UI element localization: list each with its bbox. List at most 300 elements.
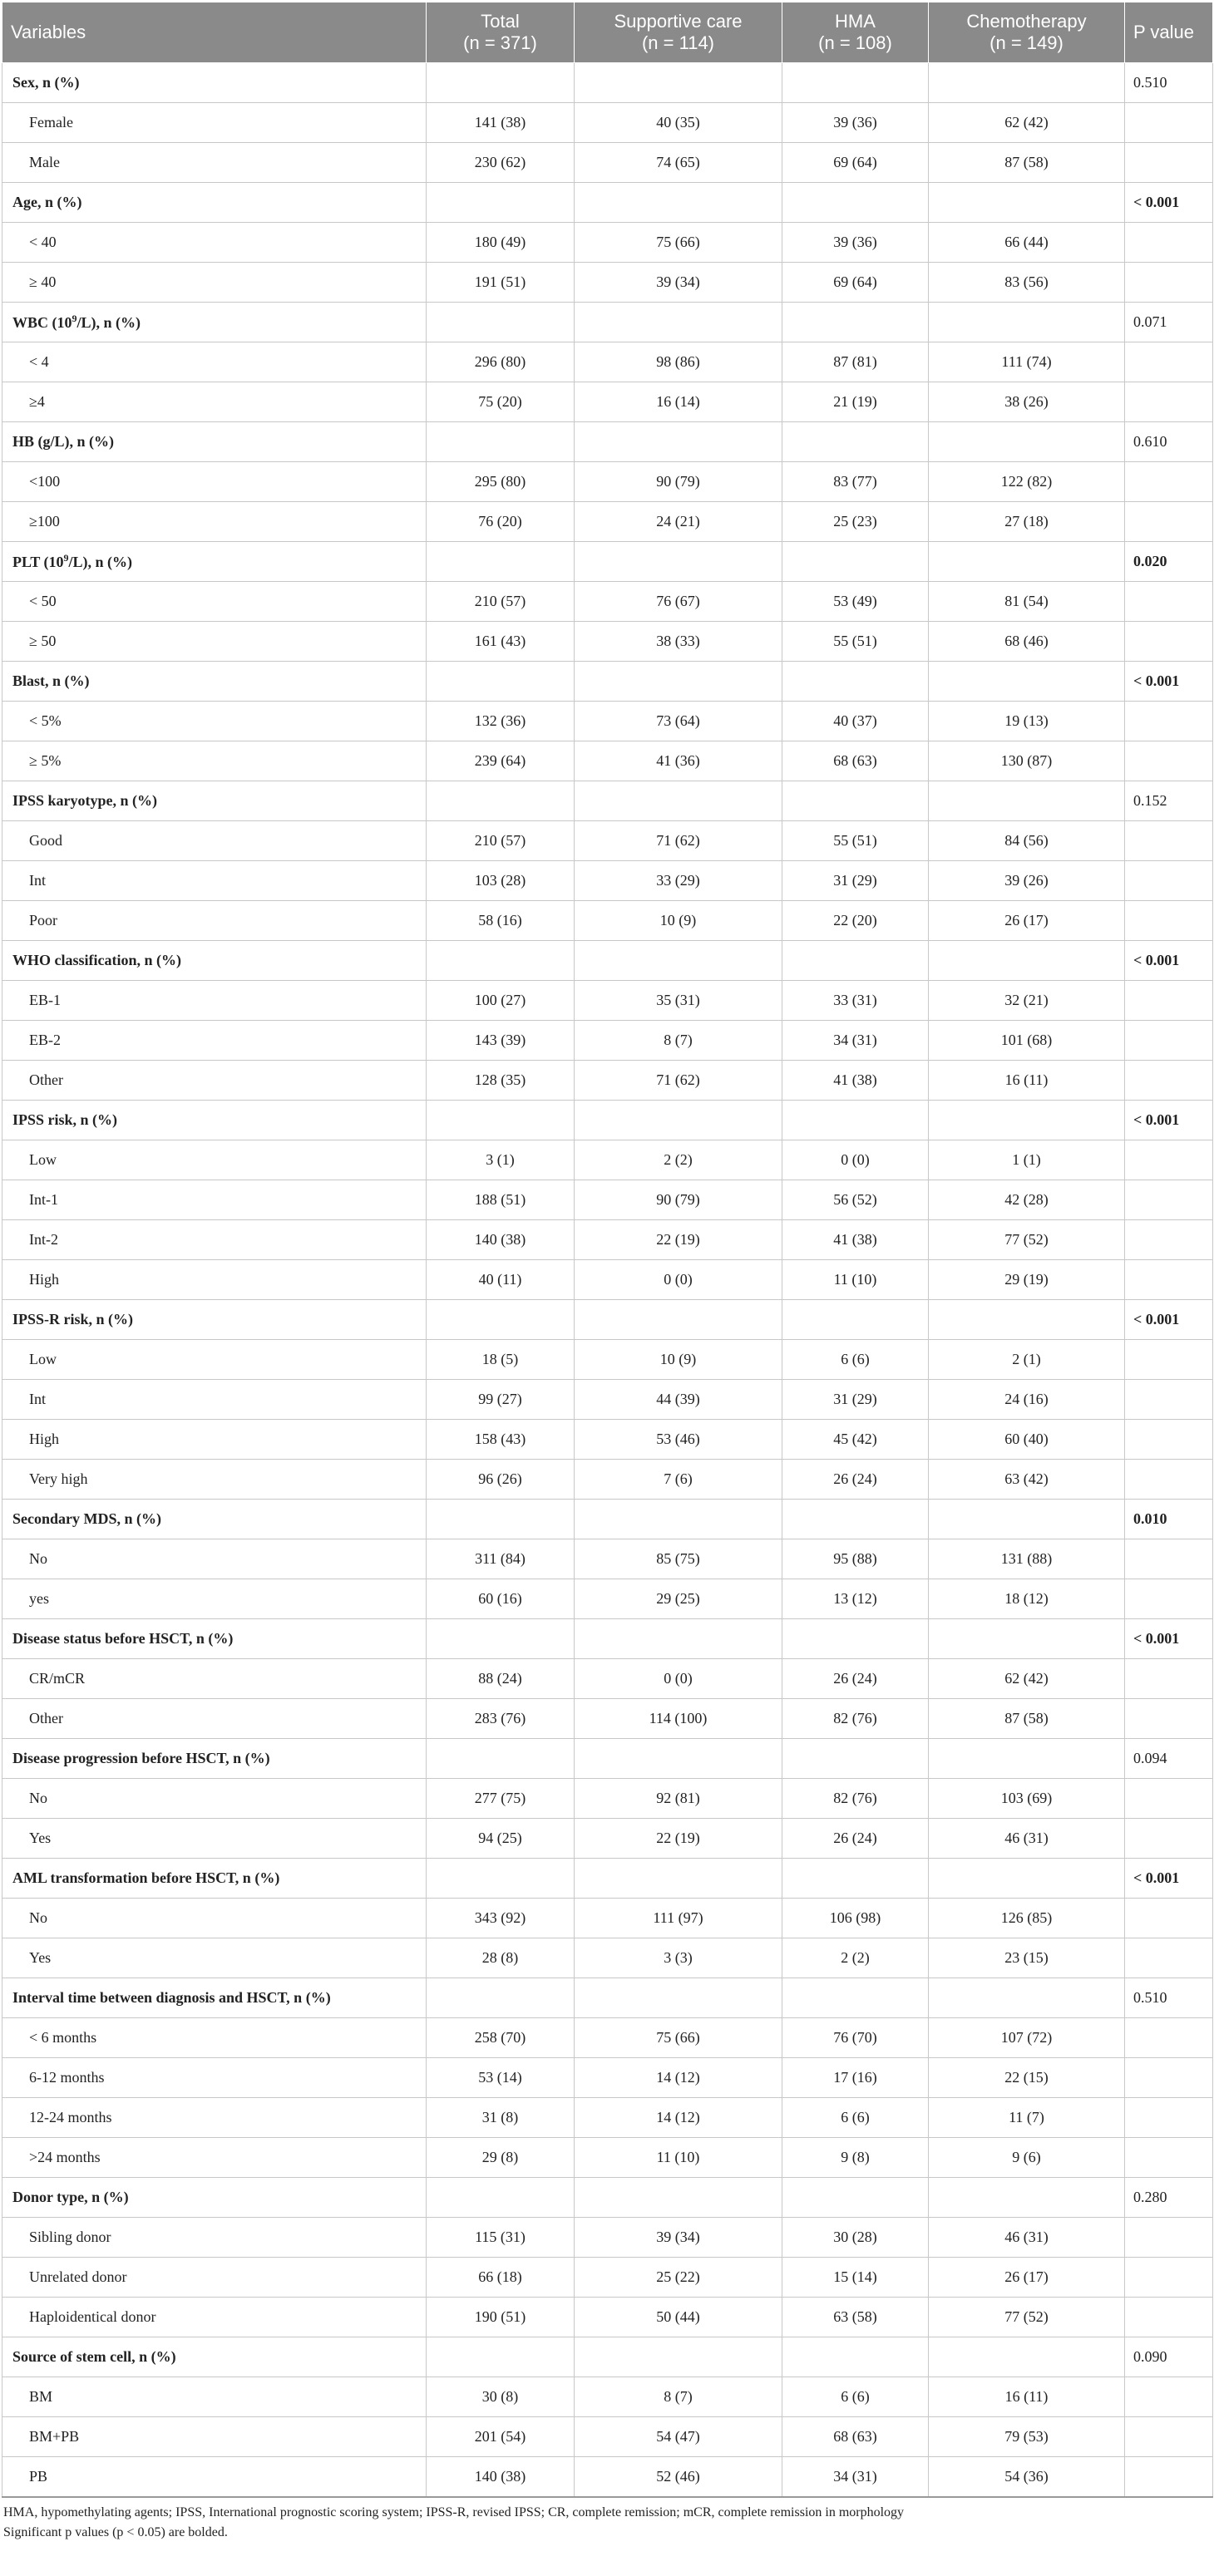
group-label [2, 303, 427, 342]
cell-p-value: 0.071 [1125, 303, 1213, 342]
cell-chemo: 22 (15) [929, 2058, 1125, 2098]
cell-supportive: 54 (47) [575, 2417, 782, 2457]
row-label [2, 901, 427, 941]
cell-supportive [575, 1300, 782, 1340]
cell-hma: 45 (42) [782, 1420, 929, 1460]
cell-total: 283 (76) [427, 1699, 575, 1739]
label-text: Blast, n (%) [12, 672, 90, 689]
table-body [2, 63, 1213, 2498]
row-label [2, 821, 427, 861]
cell-total: 29 (8) [427, 2138, 575, 2178]
cell-total: 30 (8) [427, 2377, 575, 2417]
label-text: No [29, 1550, 47, 1567]
cell-supportive: 3 (3) [575, 1938, 782, 1978]
label-text: No [29, 1909, 47, 1926]
cell-p-value [1125, 223, 1213, 263]
row-label [2, 1539, 427, 1579]
row-label [2, 502, 427, 542]
cell-total: 115 (31) [427, 2218, 575, 2258]
group-row [2, 1739, 1213, 1779]
cell-hma: 106 (98) [782, 1899, 929, 1938]
cell-p-value [1125, 263, 1213, 303]
row-label [2, 2058, 427, 2098]
label-text: Very high [29, 1470, 88, 1487]
cell-p-value: 0.090 [1125, 2337, 1213, 2377]
cell-hma: 55 (51) [782, 821, 929, 861]
cell-supportive: 75 (66) [575, 2018, 782, 2058]
cell-total: 161 (43) [427, 622, 575, 662]
row-label [2, 702, 427, 741]
label-text-after: /L), n (%) [76, 314, 141, 331]
cell-p-value: < 0.001 [1125, 1300, 1213, 1340]
cell-total [427, 1739, 575, 1779]
cell-chemo: 79 (53) [929, 2417, 1125, 2457]
label-superscript: 9 [72, 313, 77, 324]
cell-total: 100 (27) [427, 981, 575, 1021]
label-text: Int [29, 1391, 46, 1407]
table-row [2, 502, 1213, 542]
cell-chemo: 81 (54) [929, 582, 1125, 622]
row-label [2, 1779, 427, 1819]
cell-chemo [929, 1500, 1125, 1539]
cell-p-value [1125, 2298, 1213, 2337]
cell-hma [782, 63, 929, 103]
table-row [2, 2098, 1213, 2138]
row-label [2, 342, 427, 382]
cell-hma: 39 (36) [782, 103, 929, 143]
cell-hma: 13 (12) [782, 1579, 929, 1619]
cell-supportive [575, 662, 782, 702]
cell-hma: 40 (37) [782, 702, 929, 741]
label-text: PLT (10 [12, 554, 64, 570]
label-text: 12-24 months [29, 2109, 112, 2125]
group-row [2, 2337, 1213, 2377]
cell-p-value [1125, 861, 1213, 901]
group-row [2, 1300, 1213, 1340]
cell-chemo: 16 (11) [929, 2377, 1125, 2417]
row-label [2, 1021, 427, 1061]
table-row [2, 821, 1213, 861]
cell-p-value [1125, 981, 1213, 1021]
cell-chemo: 130 (87) [929, 741, 1125, 781]
cell-p-value [1125, 821, 1213, 861]
label-text: Yes [29, 1830, 52, 1846]
cell-supportive [575, 2337, 782, 2377]
cell-chemo: 19 (13) [929, 702, 1125, 741]
cell-p-value: < 0.001 [1125, 662, 1213, 702]
cell-p-value: 0.094 [1125, 1739, 1213, 1779]
cell-p-value [1125, 1420, 1213, 1460]
cell-total: 40 (11) [427, 1260, 575, 1300]
table-row [2, 741, 1213, 781]
row-label [2, 1180, 427, 1220]
row-label [2, 741, 427, 781]
table-row [2, 1220, 1213, 1260]
cell-hma: 22 (20) [782, 901, 929, 941]
header-supportive-care: Supportive care (n = 114) [575, 2, 782, 63]
cell-total: 58 (16) [427, 901, 575, 941]
row-label [2, 2018, 427, 2058]
cell-p-value: 0.152 [1125, 781, 1213, 821]
cell-chemo: 9 (6) [929, 2138, 1125, 2178]
cell-p-value [1125, 1180, 1213, 1220]
cell-total: 75 (20) [427, 382, 575, 422]
cell-chemo [929, 1101, 1125, 1140]
cell-chemo: 26 (17) [929, 2258, 1125, 2298]
row-label [2, 981, 427, 1021]
cell-total [427, 1859, 575, 1899]
table-row [2, 1819, 1213, 1859]
table-row [2, 981, 1213, 1021]
group-row [2, 63, 1213, 103]
cell-total: 60 (16) [427, 1579, 575, 1619]
cell-hma [782, 662, 929, 702]
cell-supportive: 8 (7) [575, 2377, 782, 2417]
cell-total [427, 1619, 575, 1659]
label-text: Other [29, 1071, 63, 1088]
cell-hma: 69 (64) [782, 263, 929, 303]
cell-chemo [929, 1978, 1125, 2018]
cell-supportive [575, 1619, 782, 1659]
characteristics-table [2, 2, 1213, 2498]
cell-supportive [575, 781, 782, 821]
cell-chemo [929, 63, 1125, 103]
group-label [2, 1619, 427, 1659]
label-text: Other [29, 1710, 63, 1726]
group-label [2, 941, 427, 981]
cell-p-value [1125, 741, 1213, 781]
cell-chemo [929, 303, 1125, 342]
cell-hma: 55 (51) [782, 622, 929, 662]
label-text: Donor type, n (%) [12, 2189, 129, 2205]
group-label [2, 781, 427, 821]
label-text: Interval time between diagnosis and HSCT, n (%) [12, 1989, 331, 2006]
cell-hma: 41 (38) [782, 1061, 929, 1101]
cell-chemo: 1 (1) [929, 1140, 1125, 1180]
row-label [2, 1340, 427, 1380]
cell-hma [782, 422, 929, 462]
cell-chemo: 54 (36) [929, 2457, 1125, 2498]
cell-supportive: 41 (36) [575, 741, 782, 781]
cell-chemo: 46 (31) [929, 2218, 1125, 2258]
cell-supportive: 52 (46) [575, 2457, 782, 2498]
cell-hma: 21 (19) [782, 382, 929, 422]
table-row [2, 2417, 1213, 2457]
label-text: No [29, 1790, 47, 1806]
cell-total: 28 (8) [427, 1938, 575, 1978]
label-text: Male [29, 154, 60, 170]
table-row [2, 901, 1213, 941]
label-text: IPSS karyotype, n (%) [12, 792, 158, 809]
table-row [2, 2298, 1213, 2337]
cell-supportive: 53 (46) [575, 1420, 782, 1460]
cell-p-value [1125, 2018, 1213, 2058]
cell-supportive: 114 (100) [575, 1699, 782, 1739]
cell-hma [782, 781, 929, 821]
label-text: Int-2 [29, 1231, 58, 1248]
label-text: Yes [29, 1949, 52, 1966]
table-row [2, 1779, 1213, 1819]
row-label [2, 1699, 427, 1739]
label-text: Int-1 [29, 1191, 58, 1208]
cell-supportive: 74 (65) [575, 143, 782, 183]
cell-p-value [1125, 901, 1213, 941]
label-text: yes [29, 1590, 49, 1607]
label-text: BM+PB [29, 2428, 80, 2445]
row-label [2, 1220, 427, 1260]
label-text: CR/mCR [29, 1670, 86, 1687]
cell-chemo: 126 (85) [929, 1899, 1125, 1938]
cell-chemo: 62 (42) [929, 1659, 1125, 1699]
cell-p-value [1125, 2258, 1213, 2298]
group-label [2, 1739, 427, 1779]
row-label [2, 223, 427, 263]
table-row [2, 1340, 1213, 1380]
group-row [2, 941, 1213, 981]
cell-supportive: 0 (0) [575, 1659, 782, 1699]
label-text: Female [29, 114, 73, 131]
cell-supportive: 35 (31) [575, 981, 782, 1021]
cell-p-value [1125, 1938, 1213, 1978]
cell-total: 210 (57) [427, 582, 575, 622]
label-superscript: 9 [63, 552, 69, 564]
cell-supportive: 38 (33) [575, 622, 782, 662]
row-label [2, 2138, 427, 2178]
cell-total [427, 422, 575, 462]
table-row [2, 382, 1213, 422]
cell-p-value: < 0.001 [1125, 183, 1213, 223]
cell-supportive: 2 (2) [575, 1140, 782, 1180]
cell-supportive [575, 941, 782, 981]
cell-p-value [1125, 1340, 1213, 1380]
cell-p-value: < 0.001 [1125, 941, 1213, 981]
cell-chemo [929, 1739, 1125, 1779]
group-row [2, 1500, 1213, 1539]
cell-hma: 26 (24) [782, 1460, 929, 1500]
label-text: < 4 [29, 353, 49, 370]
cell-p-value: < 0.001 [1125, 1101, 1213, 1140]
label-text: ≥ 40 [29, 273, 57, 290]
cell-total: 230 (62) [427, 143, 575, 183]
cell-total: 18 (5) [427, 1340, 575, 1380]
cell-chemo [929, 662, 1125, 702]
group-label [2, 542, 427, 582]
row-label [2, 861, 427, 901]
cell-supportive [575, 1978, 782, 2018]
cell-total: 88 (24) [427, 1659, 575, 1699]
cell-hma [782, 1739, 929, 1779]
table-row [2, 2218, 1213, 2258]
row-label [2, 2098, 427, 2138]
group-row [2, 781, 1213, 821]
cell-total: 140 (38) [427, 1220, 575, 1260]
label-text-after: /L), n (%) [68, 554, 133, 570]
group-label [2, 422, 427, 462]
cell-chemo: 107 (72) [929, 2018, 1125, 2058]
label-text: IPSS risk, n (%) [12, 1111, 118, 1128]
cell-total: 99 (27) [427, 1380, 575, 1420]
cell-hma: 83 (77) [782, 462, 929, 502]
label-text: AML transformation before HSCT, n (%) [12, 1869, 280, 1886]
cell-hma [782, 303, 929, 342]
cell-chemo: 111 (74) [929, 342, 1125, 382]
cell-p-value [1125, 1061, 1213, 1101]
label-text: Disease status before HSCT, n (%) [12, 1630, 234, 1647]
label-text: PB [29, 2468, 48, 2485]
cell-supportive: 39 (34) [575, 2218, 782, 2258]
cell-supportive: 76 (67) [575, 582, 782, 622]
group-label [2, 1500, 427, 1539]
label-text: Good [29, 832, 62, 849]
cell-hma: 82 (76) [782, 1699, 929, 1739]
cell-p-value [1125, 462, 1213, 502]
table-header [2, 2, 1213, 63]
cell-p-value: < 0.001 [1125, 1619, 1213, 1659]
cell-chemo: 63 (42) [929, 1460, 1125, 1500]
group-row [2, 1619, 1213, 1659]
cell-total: 343 (92) [427, 1899, 575, 1938]
cell-p-value [1125, 582, 1213, 622]
cell-p-value: 0.020 [1125, 542, 1213, 582]
cell-p-value [1125, 1699, 1213, 1739]
cell-chemo: 38 (26) [929, 382, 1125, 422]
cell-supportive [575, 63, 782, 103]
cell-chemo: 77 (52) [929, 2298, 1125, 2337]
cell-chemo: 26 (17) [929, 901, 1125, 941]
cell-p-value: 0.510 [1125, 63, 1213, 103]
row-label [2, 1659, 427, 1699]
cell-hma: 0 (0) [782, 1140, 929, 1180]
group-label [2, 1978, 427, 2018]
cell-total: 296 (80) [427, 342, 575, 382]
cell-total [427, 1500, 575, 1539]
cell-hma: 68 (63) [782, 741, 929, 781]
cell-total [427, 1101, 575, 1140]
row-label [2, 382, 427, 422]
cell-total: 31 (8) [427, 2098, 575, 2138]
label-text: < 40 [29, 234, 57, 250]
cell-hma: 87 (81) [782, 342, 929, 382]
table-footnotes [2, 2498, 1212, 2543]
cell-supportive [575, 1859, 782, 1899]
cell-hma: 11 (10) [782, 1260, 929, 1300]
cell-total [427, 303, 575, 342]
label-text: Source of stem cell, n (%) [12, 2348, 176, 2365]
cell-chemo: 32 (21) [929, 981, 1125, 1021]
cell-supportive: 22 (19) [575, 1220, 782, 1260]
table-row [2, 702, 1213, 741]
table-row [2, 1899, 1213, 1938]
table-row [2, 1699, 1213, 1739]
cell-chemo: 11 (7) [929, 2098, 1125, 2138]
cell-p-value [1125, 622, 1213, 662]
cell-supportive: 8 (7) [575, 1021, 782, 1061]
table-row [2, 1021, 1213, 1061]
row-label [2, 2298, 427, 2337]
cell-supportive [575, 1739, 782, 1779]
header-chemotherapy: Chemotherapy (n = 149) [929, 2, 1125, 63]
group-row [2, 422, 1213, 462]
table-row [2, 2258, 1213, 2298]
cell-total [427, 781, 575, 821]
table-row [2, 342, 1213, 382]
cell-chemo: 66 (44) [929, 223, 1125, 263]
cell-hma: 39 (36) [782, 223, 929, 263]
cell-total: 76 (20) [427, 502, 575, 542]
cell-chemo: 24 (16) [929, 1380, 1125, 1420]
cell-chemo: 77 (52) [929, 1220, 1125, 1260]
cell-p-value [1125, 342, 1213, 382]
cell-chemo: 39 (26) [929, 861, 1125, 901]
cell-chemo: 103 (69) [929, 1779, 1125, 1819]
cell-supportive: 14 (12) [575, 2058, 782, 2098]
cell-total: 66 (18) [427, 2258, 575, 2298]
cell-total [427, 1300, 575, 1340]
row-label [2, 462, 427, 502]
table-row [2, 582, 1213, 622]
cell-hma [782, 1500, 929, 1539]
cell-total: 3 (1) [427, 1140, 575, 1180]
cell-hma [782, 2337, 929, 2377]
cell-supportive: 111 (97) [575, 1899, 782, 1938]
cell-chemo: 131 (88) [929, 1539, 1125, 1579]
cell-p-value [1125, 1779, 1213, 1819]
cell-hma: 68 (63) [782, 2417, 929, 2457]
table-row [2, 263, 1213, 303]
cell-chemo: 16 (11) [929, 1061, 1125, 1101]
label-text: EB-2 [29, 1032, 61, 1048]
cell-hma: 63 (58) [782, 2298, 929, 2337]
row-label [2, 1380, 427, 1420]
label-text: High [29, 1431, 59, 1447]
cell-supportive: 39 (34) [575, 263, 782, 303]
cell-total: 94 (25) [427, 1819, 575, 1859]
cell-chemo [929, 2337, 1125, 2377]
cell-supportive [575, 303, 782, 342]
label-text: Age, n (%) [12, 194, 82, 210]
label-text: Low [29, 1151, 57, 1168]
cell-p-value [1125, 1819, 1213, 1859]
cell-p-value: 0.510 [1125, 1978, 1213, 2018]
row-label [2, 582, 427, 622]
cell-supportive: 22 (19) [575, 1819, 782, 1859]
cell-chemo: 60 (40) [929, 1420, 1125, 1460]
row-label [2, 2258, 427, 2298]
cell-hma [782, 2178, 929, 2218]
label-text: Unrelated donor [29, 2268, 127, 2285]
group-row [2, 1859, 1213, 1899]
cell-hma: 2 (2) [782, 1938, 929, 1978]
cell-chemo: 87 (58) [929, 1699, 1125, 1739]
cell-p-value [1125, 1021, 1213, 1061]
cell-chemo [929, 781, 1125, 821]
group-row [2, 1101, 1213, 1140]
cell-chemo [929, 183, 1125, 223]
cell-chemo: 27 (18) [929, 502, 1125, 542]
cell-total [427, 63, 575, 103]
cell-chemo: 42 (28) [929, 1180, 1125, 1220]
cell-total [427, 941, 575, 981]
cell-supportive: 71 (62) [575, 1061, 782, 1101]
cell-chemo: 18 (12) [929, 1579, 1125, 1619]
cell-chemo [929, 542, 1125, 582]
table-row [2, 1460, 1213, 1500]
cell-supportive: 0 (0) [575, 1260, 782, 1300]
cell-supportive: 40 (35) [575, 103, 782, 143]
cell-chemo: 84 (56) [929, 821, 1125, 861]
cell-supportive [575, 422, 782, 462]
cell-chemo: 122 (82) [929, 462, 1125, 502]
